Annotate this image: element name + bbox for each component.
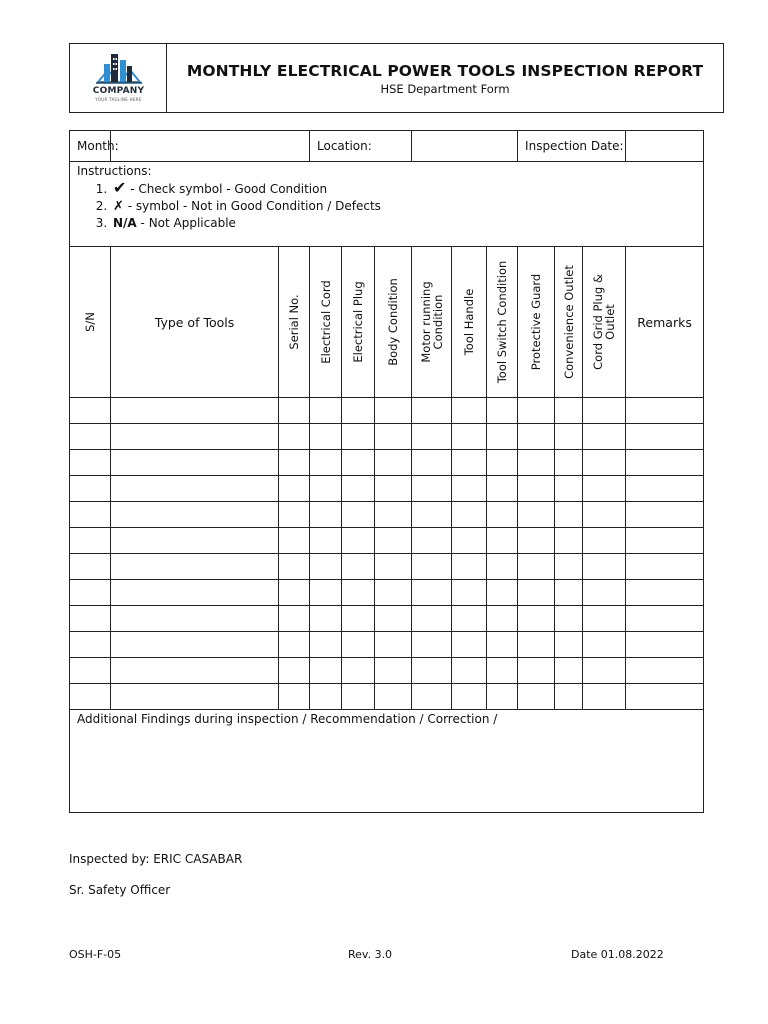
col-header-tool-switch-condition	[487, 247, 518, 398]
table-cell[interactable]	[111, 528, 279, 554]
table-cell[interactable]	[583, 528, 626, 554]
table-cell[interactable]	[70, 476, 111, 502]
table-row	[70, 398, 704, 424]
table-cell[interactable]	[626, 476, 704, 502]
table-cell[interactable]	[518, 580, 555, 606]
table-cell[interactable]	[583, 580, 626, 606]
table-cell[interactable]	[111, 632, 279, 658]
instruction-item-na	[111, 215, 696, 232]
col-header-cord-grid-plug-outlet	[583, 247, 626, 398]
table-cell[interactable]	[111, 658, 279, 684]
table-cell[interactable]	[310, 580, 342, 606]
month-label: Month:	[70, 131, 111, 162]
table-row	[70, 632, 704, 658]
table-cell[interactable]	[555, 450, 583, 476]
col-label-electrical-plug: Electrical Plug	[351, 281, 365, 363]
table-cell[interactable]	[310, 424, 342, 450]
table-cell[interactable]	[518, 658, 555, 684]
table-cell[interactable]	[518, 476, 555, 502]
table-cell[interactable]	[342, 528, 375, 554]
table-cell[interactable]	[487, 606, 518, 632]
instructions-title: Instructions:	[77, 164, 152, 178]
table-cell[interactable]	[583, 424, 626, 450]
table-cell[interactable]	[310, 398, 342, 424]
table-row	[70, 476, 704, 502]
table-cell[interactable]	[518, 606, 555, 632]
table-cell[interactable]	[342, 554, 375, 580]
inspection-date-field[interactable]	[626, 131, 704, 162]
table-cell[interactable]	[626, 450, 704, 476]
table-cell[interactable]	[452, 424, 487, 450]
table-cell[interactable]	[342, 684, 375, 710]
table-cell[interactable]	[111, 502, 279, 528]
table-cell[interactable]	[412, 554, 452, 580]
table-cell[interactable]	[518, 502, 555, 528]
col-label-tool-handle: Tool Handle	[462, 288, 477, 356]
table-cell[interactable]	[412, 606, 452, 632]
table-cell[interactable]	[111, 554, 279, 580]
table-cell[interactable]	[412, 398, 452, 424]
form-subtitle: HSE Department Form	[380, 82, 510, 96]
table-cell[interactable]	[375, 554, 412, 580]
table-cell[interactable]	[555, 528, 583, 554]
table-cell[interactable]	[452, 502, 487, 528]
table-cell[interactable]	[412, 450, 452, 476]
table-cell[interactable]	[111, 424, 279, 450]
table-cell[interactable]	[279, 450, 310, 476]
col-header-motor-running-condition	[412, 247, 452, 398]
table-cell[interactable]	[375, 606, 412, 632]
table-cell[interactable]	[310, 554, 342, 580]
table-cell[interactable]	[70, 502, 111, 528]
col-label-protective-guard: Protective Guard	[529, 273, 544, 371]
table-cell[interactable]	[626, 580, 704, 606]
table-cell[interactable]	[583, 450, 626, 476]
cross-mark-icon: ✗	[113, 199, 124, 214]
col-label-serial-no: Serial No.	[287, 294, 301, 350]
table-cell[interactable]	[310, 528, 342, 554]
table-cell[interactable]	[375, 632, 412, 658]
col-header-protective-guard	[518, 247, 555, 398]
table-cell[interactable]	[375, 424, 412, 450]
table-row	[70, 606, 704, 632]
table-cell[interactable]	[279, 554, 310, 580]
instruction-text: - Check symbol - Good Condition	[130, 182, 328, 196]
col-header-convenience-outlet	[555, 247, 583, 398]
location-field[interactable]	[412, 131, 518, 162]
table-cell[interactable]	[279, 580, 310, 606]
table-cell[interactable]	[487, 580, 518, 606]
table-cell[interactable]	[555, 684, 583, 710]
table-cell[interactable]	[70, 658, 111, 684]
table-cell[interactable]	[583, 606, 626, 632]
table-cell[interactable]	[279, 476, 310, 502]
col-label-motor-running-condition: Motor running Condition	[418, 281, 445, 363]
col-label-electrical-cord: Electrical Cord	[318, 280, 333, 364]
table-cell[interactable]	[279, 684, 310, 710]
table-cell[interactable]	[279, 658, 310, 684]
instruction-item-check	[111, 179, 696, 198]
table-cell[interactable]	[70, 606, 111, 632]
inspection-date-label: Inspection Date:	[518, 131, 626, 162]
table-cell[interactable]	[487, 502, 518, 528]
table-cell[interactable]	[452, 450, 487, 476]
table-cell[interactable]	[452, 554, 487, 580]
check-mark-icon: ✔	[113, 178, 127, 197]
table-cell[interactable]	[70, 450, 111, 476]
table-cell[interactable]	[70, 398, 111, 424]
table-cell[interactable]	[555, 502, 583, 528]
table-cell[interactable]	[342, 398, 375, 424]
table-cell[interactable]	[375, 658, 412, 684]
na-symbol: N/A	[113, 216, 137, 230]
table-cell[interactable]	[310, 502, 342, 528]
table-cell[interactable]	[487, 658, 518, 684]
table-cell[interactable]	[111, 476, 279, 502]
table-row	[70, 580, 704, 606]
form-title: MONTHLY ELECTRICAL POWER TOOLS INSPECTION REPORT	[186, 62, 704, 80]
table-cell[interactable]	[555, 554, 583, 580]
location-label: Location:	[310, 131, 412, 162]
table-cell[interactable]	[583, 502, 626, 528]
table-cell[interactable]	[555, 580, 583, 606]
table-cell[interactable]	[279, 528, 310, 554]
revision: Rev. 3.0	[348, 948, 393, 961]
table-cell[interactable]	[452, 528, 487, 554]
table-cell[interactable]	[518, 528, 555, 554]
table-cell[interactable]	[279, 606, 310, 632]
table-row	[70, 554, 704, 580]
table-cell[interactable]	[626, 684, 704, 710]
table-cell[interactable]	[342, 424, 375, 450]
table-cell[interactable]	[518, 424, 555, 450]
table-cell[interactable]	[626, 424, 704, 450]
table-cell[interactable]	[518, 450, 555, 476]
inspection-table	[69, 130, 704, 813]
table-cell[interactable]	[487, 424, 518, 450]
table-cell[interactable]	[583, 554, 626, 580]
form-header	[69, 43, 724, 113]
findings-row	[70, 710, 704, 813]
table-cell[interactable]	[487, 528, 518, 554]
company-name: COMPANY	[92, 86, 145, 96]
col-header-remarks: Remarks	[626, 247, 704, 398]
table-cell[interactable]	[452, 398, 487, 424]
table-cell[interactable]	[518, 398, 555, 424]
table-cell[interactable]	[70, 554, 111, 580]
table-cell[interactable]	[583, 632, 626, 658]
instruction-text: - symbol - Not in Good Condition / Defects	[127, 199, 381, 213]
table-cell[interactable]	[375, 398, 412, 424]
table-row	[70, 658, 704, 684]
table-cell[interactable]	[279, 424, 310, 450]
col-label-cord-grid-plug-outlet: Cord Grid Plug & Outlet	[591, 274, 618, 370]
table-cell[interactable]	[412, 632, 452, 658]
table-row	[70, 528, 704, 554]
instructions-row	[70, 162, 704, 247]
table-cell[interactable]	[342, 606, 375, 632]
company-logo	[70, 44, 167, 112]
table-cell[interactable]	[626, 554, 704, 580]
table-cell[interactable]	[555, 476, 583, 502]
table-cell[interactable]	[279, 502, 310, 528]
table-cell[interactable]	[70, 528, 111, 554]
col-header-electrical-cord	[310, 247, 342, 398]
table-cell[interactable]	[310, 684, 342, 710]
table-cell[interactable]	[487, 476, 518, 502]
table-cell[interactable]	[310, 658, 342, 684]
table-cell[interactable]	[487, 684, 518, 710]
col-header-type-of-tools: Type of Tools	[111, 247, 279, 398]
table-cell[interactable]	[518, 684, 555, 710]
table-cell[interactable]	[310, 476, 342, 502]
table-cell[interactable]	[518, 632, 555, 658]
table-cell[interactable]	[375, 528, 412, 554]
table-cell[interactable]	[310, 450, 342, 476]
table-cell[interactable]	[487, 450, 518, 476]
table-cell[interactable]	[412, 502, 452, 528]
table-cell[interactable]	[375, 684, 412, 710]
table-cell[interactable]	[626, 528, 704, 554]
col-label-tool-switch-condition: Tool Switch Condition	[495, 260, 510, 384]
table-cell[interactable]	[626, 658, 704, 684]
instructions-box	[70, 162, 704, 247]
table-cell[interactable]	[279, 632, 310, 658]
table-cell[interactable]	[412, 528, 452, 554]
col-header-serial-no	[279, 247, 310, 398]
table-cell[interactable]	[342, 476, 375, 502]
column-header-row	[70, 247, 704, 398]
form-code: OSH-F-05	[69, 948, 122, 961]
revision-date: Date 01.08.2022	[571, 948, 664, 961]
table-cell[interactable]	[70, 632, 111, 658]
col-header-electrical-plug	[342, 247, 375, 398]
table-cell[interactable]	[111, 398, 279, 424]
table-row	[70, 450, 704, 476]
col-header-tool-handle	[452, 247, 487, 398]
table-cell[interactable]	[452, 658, 487, 684]
data-rows	[70, 398, 704, 710]
table-cell[interactable]	[518, 554, 555, 580]
table-cell[interactable]	[111, 684, 279, 710]
findings-box[interactable]	[70, 710, 704, 813]
table-cell[interactable]	[626, 502, 704, 528]
instructions-list	[77, 179, 696, 232]
table-cell[interactable]	[452, 476, 487, 502]
table-cell[interactable]	[555, 658, 583, 684]
table-cell[interactable]	[279, 398, 310, 424]
table-cell[interactable]	[626, 398, 704, 424]
col-header-sn	[70, 247, 111, 398]
table-cell[interactable]	[310, 606, 342, 632]
table-cell[interactable]	[412, 658, 452, 684]
table-cell[interactable]	[487, 632, 518, 658]
table-cell[interactable]	[342, 580, 375, 606]
col-label-sn: S/N	[83, 312, 97, 332]
table-cell[interactable]	[342, 502, 375, 528]
table-cell[interactable]	[452, 632, 487, 658]
table-row	[70, 684, 704, 710]
table-cell[interactable]	[452, 580, 487, 606]
table-cell[interactable]	[310, 632, 342, 658]
table-cell[interactable]	[70, 580, 111, 606]
table-cell[interactable]	[342, 632, 375, 658]
table-row	[70, 502, 704, 528]
col-label-convenience-outlet: Convenience Outlet	[561, 265, 576, 379]
col-label-body-condition: Body Condition	[386, 278, 401, 366]
table-cell[interactable]	[583, 658, 626, 684]
table-cell[interactable]	[555, 424, 583, 450]
table-cell[interactable]	[342, 450, 375, 476]
table-cell[interactable]	[487, 554, 518, 580]
inspected-by: Inspected by: ERIC CASABAR	[69, 852, 243, 866]
table-cell[interactable]	[342, 658, 375, 684]
table-cell[interactable]	[70, 424, 111, 450]
meta-row	[70, 131, 704, 162]
table-row	[70, 424, 704, 450]
table-cell[interactable]	[375, 476, 412, 502]
instruction-text: - Not Applicable	[140, 216, 236, 230]
instruction-item-cross	[111, 198, 696, 215]
title-cell	[167, 44, 723, 112]
col-header-body-condition	[375, 247, 412, 398]
table-cell[interactable]	[412, 684, 452, 710]
table-cell[interactable]	[583, 398, 626, 424]
table-cell[interactable]	[555, 606, 583, 632]
table-cell[interactable]	[375, 580, 412, 606]
table-cell[interactable]	[375, 502, 412, 528]
table-cell[interactable]	[452, 684, 487, 710]
table-cell[interactable]	[412, 424, 452, 450]
month-field[interactable]	[111, 131, 310, 162]
table-cell[interactable]	[412, 580, 452, 606]
table-cell[interactable]	[375, 450, 412, 476]
table-cell[interactable]	[111, 606, 279, 632]
table-cell[interactable]	[111, 450, 279, 476]
company-tagline: YOUR TAGLINE HERE	[95, 97, 142, 102]
table-cell[interactable]	[583, 684, 626, 710]
table-cell[interactable]	[626, 606, 704, 632]
table-cell[interactable]	[626, 632, 704, 658]
findings-label: Additional Findings during inspection / Recommendation / Correction /	[77, 712, 498, 726]
table-cell[interactable]	[412, 476, 452, 502]
inspector-position: Sr. Safety Officer	[69, 883, 171, 897]
table-cell[interactable]	[555, 632, 583, 658]
table-cell[interactable]	[487, 398, 518, 424]
table-cell[interactable]	[452, 606, 487, 632]
table-cell[interactable]	[583, 476, 626, 502]
building-logo-icon	[94, 50, 144, 86]
table-cell[interactable]	[555, 398, 583, 424]
table-cell[interactable]	[70, 684, 111, 710]
table-cell[interactable]	[111, 580, 279, 606]
